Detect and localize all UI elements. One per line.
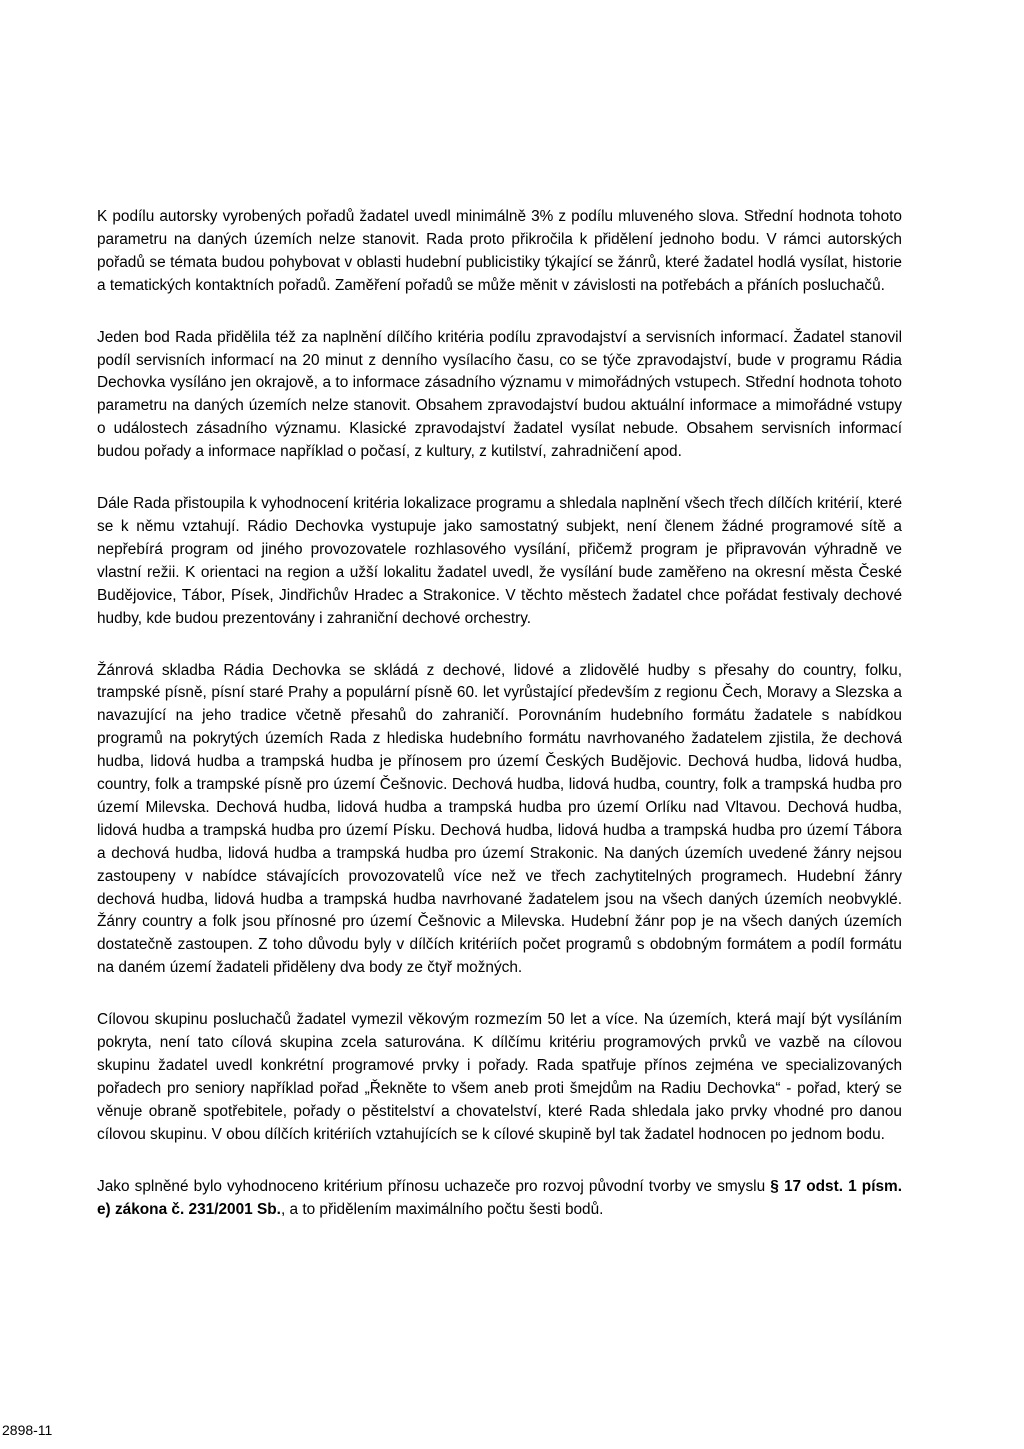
- paragraph-genre-composition: Žánrová skladba Rádia Dechovka se skládá z dechové, lidové a zlidovělé hudby s přesahy do country, folku, trampské písně, písní staré Prahy a populární písně 60. let vyrůstající především z regionu Čech, Moravy a Slezska a navazující na jeho tradice včetně přesahů do zahraničí. Porovnáním hudebního formátu žadatele s nabídkou programů na pokrytých územích Rada z hlediska hudebního formátu navrhovaného žadatelem zjistila, že dechová hudba, lidová hudba a trampská hudba je přínosem pro území Českých Budějovic. Dechová hudba, lidová hudba, country, folk a trampské písně pro území Češnovic. Dechová hudba, lidová hudba, country, folk a trampská hudba pro území Milevska. Dechová hudba, lidová hudba a trampská hudba pro území Orlíku nad Vltavou. Dechová hudba, lidová hudba a trampská hudba pro území Písku. Dechová hudba, lidová hudba a trampská hudba pro území Tábora a dechová hudba, lidová hudba a trampská hudba pro území Strakonic. Na daných územích uvedené žánry nejsou zastoupeny v nabídce stávajících provozovatelů více než ve třech zachytitelných programech. Hudební žánry dechová hudba, lidová hudba a trampská hudba navrhované žadatelem jsou na všech daných územích neobvyklé. Žánry country a folk jsou přínosné pro území Češnovic a Milevska. Hudební žánr pop je na všech daných územích dostatečně zastoupen. Z toho důvodu byly v dílčích kritériích počet programů s obdobným formátem a podíl formátu na daném území žadateli přiděleny dva body ze čtyř možných.: [97, 661, 902, 977]
- legal-reference: § 17 odst. 1 písm. e) zákona č. 231/2001 Sb.: [97, 1177, 902, 1218]
- paragraph-original-production: [97, 1176, 902, 1222]
- closing-text-before: Jako splněné bylo vyhodnoceno kritérium přínosu uchazeče pro rozvoj původní tvorby ve smyslu: [97, 1177, 771, 1195]
- paragraph-program-localization: Dále Rada přistoupila k vyhodnocení kritéria lokalizace programu a shledala naplnění všech třech dílčích kritérií, které se k němu vztahují. Rádio Dechovka vystupuje jako samostatný subjekt, není členem žádné programové sítě a nepřebírá program od jiného provozovatele rozhlasového vysílání, přičemž program je připravován výhradně ve vlastní režii. K orientaci na region a užší lokalitu žadatel uvedl, že vysílání bude zaměřeno na okresní města České Budějovice, Tábor, Písek, Jindřichův Hradec a Strakonice. V těchto městech žadatel chce pořádat festivaly dechové hudby, kde budou prezentovány i zahraniční dechové orchestry.: [97, 495, 902, 627]
- document-body: [97, 206, 902, 1221]
- document-code: 2898-11: [2, 1422, 53, 1438]
- paragraph-authored-programs: K podílu autorsky vyrobených pořadů žadatel uvedl minimálně 3% z podílu mluveného slova. Střední hodnota tohoto parametru na daných územích nelze stanovit. Rada proto přikročila k přidělení jednoho bodu. V rámci autorských pořadů se témata budou pohybovat v oblasti hudební publicistiky týkající se žánrů, které žadatel hodlá vysílat, historie a tematických kontaktních pořadů. Zaměření pořadů se může měnit v závislosti na potřebách a přáních posluchačů.: [97, 208, 902, 294]
- paragraph-news-service-info: Jeden bod Rada přidělila též za naplnění dílčího kritéria podílu zpravodajství a servisních informací. Žadatel stanovil podíl servisních informací na 20 minut z denního vysílacího času, co se týče zpravodajství, bude v programu Rádia Dechovka vysíláno jen okrajově, a to informace zásadního významu v mimořádných vstupech. Střední hodnota tohoto parametru na daných územích nelze stanovit. Obsahem zpravodajství budou aktuální informace a mimořádné vstupy o událostech zásadního významu. Klasické zpravodajství žadatel vysílat nebude. Obsahem servisních informací budou pořady a informace například o počasí, z kultury, z kutilství, zahradničení apod.: [97, 328, 902, 461]
- closing-text-after: , a to přidělením maximálního počtu šesti bodů.: [280, 1200, 604, 1218]
- paragraph-target-audience: Cílovou skupinu posluchačů žadatel vymezil věkovým rozmezím 50 let a více. Na územích, která mají být vysíláním pokryta, není tato cílová skupina zcela saturována. K dílčímu kritériu programových prvků ve vazbě na cílovou skupinu žadatel uvedl konkrétní programové prvky i pořady. Rada spatřuje přínos zejména ve specializovaných pořadech pro seniory například pořad „Řekněte to všem aneb proti šmejdům na Radiu Dechovka“ - pořad, který se věnuje obraně spotřebitele, pořady o pěstitelství a chovatelství, které Rada shledala jako prvky vhodné pro danou cílovou skupinu. V obou dílčích kritériích vztahujících se k cílové skupině byl tak žadatel hodnocen po jednom bodu.: [97, 1011, 902, 1143]
